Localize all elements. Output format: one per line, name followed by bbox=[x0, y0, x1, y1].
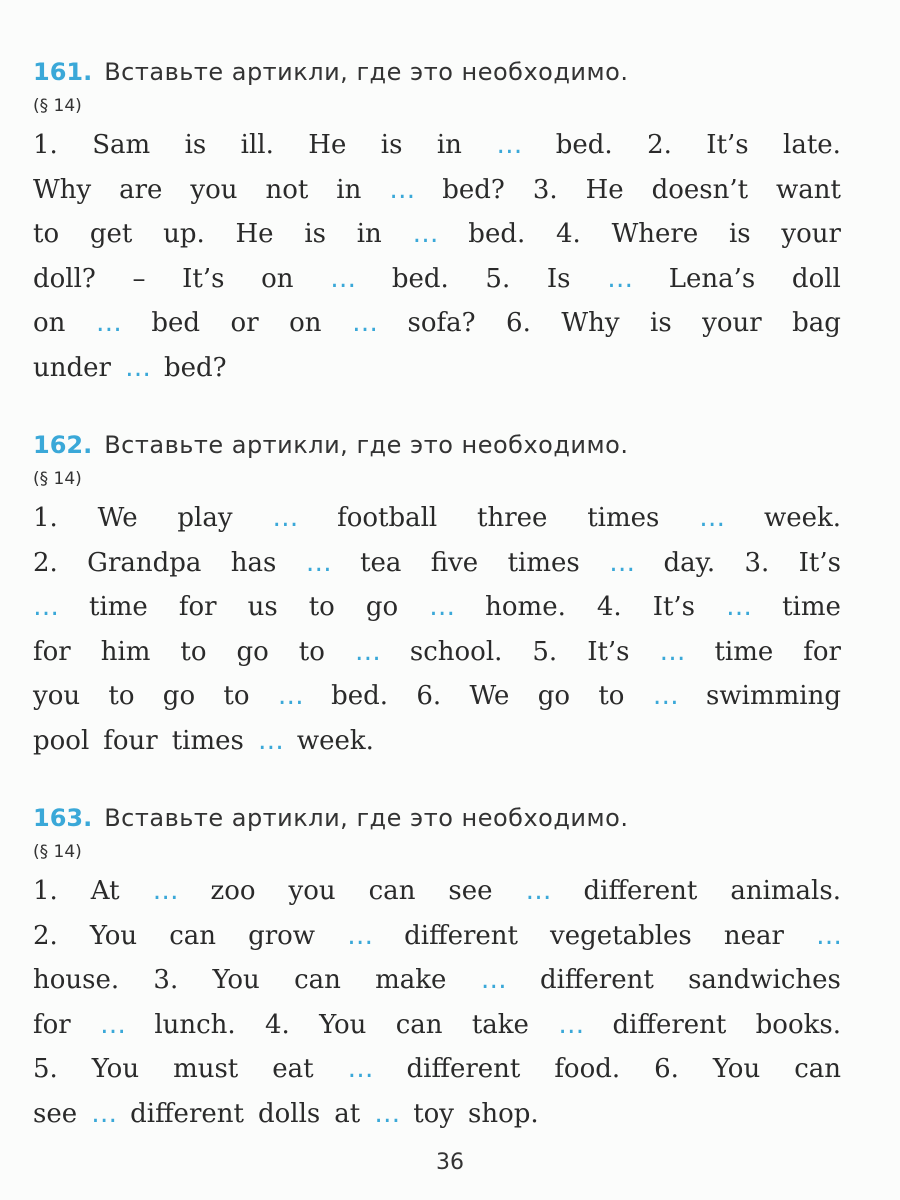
exercise-number: 162. bbox=[33, 431, 93, 459]
article-blank: … bbox=[726, 592, 752, 623]
word: to bbox=[180, 636, 207, 667]
word: 3. bbox=[153, 965, 179, 996]
word: at bbox=[334, 1098, 361, 1129]
word: food. bbox=[554, 1054, 621, 1085]
word: Lena’s bbox=[668, 263, 756, 294]
word: He bbox=[235, 219, 274, 250]
word: for bbox=[33, 1009, 71, 1040]
article-blank: … bbox=[389, 174, 415, 205]
word: eat bbox=[272, 1054, 314, 1085]
text-line bbox=[33, 264, 841, 309]
word: different bbox=[130, 1098, 244, 1129]
word: go bbox=[537, 681, 571, 712]
exercise-text bbox=[33, 503, 841, 771]
word: us bbox=[247, 592, 278, 623]
word: for bbox=[178, 592, 217, 623]
word: to bbox=[223, 681, 250, 712]
word: to bbox=[598, 681, 625, 712]
exercise-text bbox=[33, 876, 841, 1144]
word: He bbox=[308, 130, 347, 160]
word: You bbox=[91, 1054, 140, 1085]
word: 1. bbox=[33, 503, 58, 533]
word: It’s bbox=[798, 547, 841, 578]
article-blank: … bbox=[95, 308, 121, 339]
word: in bbox=[336, 174, 362, 205]
exercise-number: 163. bbox=[33, 804, 93, 832]
article-blank: … bbox=[412, 219, 438, 250]
article-blank: … bbox=[699, 503, 725, 533]
text-line bbox=[33, 548, 841, 593]
word: It’s bbox=[652, 592, 696, 623]
word: You bbox=[712, 1054, 761, 1085]
article-blank: … bbox=[607, 263, 633, 294]
word: go bbox=[162, 681, 196, 712]
article-blank: … bbox=[257, 725, 283, 756]
word: near bbox=[723, 920, 784, 951]
text-line bbox=[33, 726, 841, 771]
word: times bbox=[587, 503, 660, 533]
exercise-163 bbox=[33, 804, 841, 1144]
word: times bbox=[507, 547, 580, 578]
word: five bbox=[430, 547, 479, 578]
word: It’s bbox=[587, 636, 630, 667]
word: your bbox=[702, 308, 762, 339]
word: is bbox=[650, 308, 672, 339]
article-blank: … bbox=[347, 1054, 373, 1085]
word: is bbox=[380, 130, 403, 160]
word: 4. bbox=[556, 219, 581, 250]
word: are bbox=[119, 174, 163, 205]
word: 5. bbox=[532, 636, 558, 667]
word: 5. bbox=[33, 1054, 58, 1085]
word: different bbox=[404, 920, 518, 951]
word: bed? bbox=[442, 174, 505, 205]
word: different bbox=[406, 1054, 521, 1085]
word: tea bbox=[360, 547, 402, 578]
word: or bbox=[230, 308, 259, 339]
exercise-161 bbox=[33, 58, 841, 398]
word: zoo bbox=[210, 876, 256, 906]
exercise-header bbox=[33, 58, 841, 92]
article-blank: … bbox=[91, 1098, 117, 1129]
text-line bbox=[33, 592, 841, 637]
word: 2. bbox=[647, 130, 672, 160]
article-blank: … bbox=[558, 1009, 584, 1040]
word: time bbox=[714, 636, 774, 667]
article-blank: … bbox=[305, 547, 331, 578]
word: on bbox=[289, 308, 322, 339]
exercise-instruction: Вставьте артикли, где это необходимо. bbox=[104, 431, 629, 459]
word: 2. bbox=[33, 547, 58, 578]
word: You bbox=[89, 920, 138, 951]
word: to bbox=[33, 219, 60, 250]
word: Is bbox=[546, 263, 571, 294]
article-blank: … bbox=[124, 352, 150, 383]
word: shop. bbox=[467, 1098, 539, 1129]
article-blank: … bbox=[347, 920, 373, 951]
text-line bbox=[33, 921, 841, 966]
exercise-text bbox=[33, 130, 841, 398]
word: At bbox=[90, 876, 120, 906]
article-blank: … bbox=[815, 920, 841, 951]
article-blank: … bbox=[33, 592, 58, 623]
exercise-number: 161. bbox=[33, 58, 93, 86]
word: take bbox=[471, 1009, 529, 1040]
text-line bbox=[33, 175, 841, 220]
word: can bbox=[368, 876, 416, 906]
text-line bbox=[33, 876, 841, 921]
word: can bbox=[794, 1054, 841, 1085]
word: make bbox=[375, 965, 447, 996]
word: to bbox=[308, 592, 335, 623]
word: not bbox=[265, 174, 309, 205]
word: must bbox=[173, 1054, 239, 1085]
word: 6. bbox=[416, 681, 442, 712]
word: different bbox=[539, 965, 654, 996]
word: to bbox=[298, 636, 325, 667]
word: doll? bbox=[33, 263, 96, 294]
word: bed. bbox=[391, 263, 449, 294]
exercise-instruction: Вставьте артикли, где это необходимо. bbox=[104, 58, 629, 86]
article-blank: … bbox=[152, 876, 178, 906]
word: school. bbox=[409, 636, 503, 667]
word: We bbox=[469, 681, 510, 712]
word: can bbox=[395, 1009, 443, 1040]
word: Where bbox=[611, 219, 699, 250]
grammar-reference: (§ 14) bbox=[33, 96, 82, 116]
exercise-162 bbox=[33, 431, 841, 771]
word: is bbox=[728, 219, 751, 250]
word: bed? bbox=[163, 352, 227, 383]
article-blank: … bbox=[659, 636, 685, 667]
word: 1. bbox=[33, 130, 58, 160]
word: four bbox=[103, 725, 158, 756]
word: to bbox=[108, 681, 135, 712]
text-line bbox=[33, 130, 841, 175]
word: week. bbox=[763, 503, 841, 533]
page-number: 36 bbox=[436, 1150, 464, 1175]
word: 6. bbox=[654, 1054, 679, 1085]
text-line bbox=[33, 681, 841, 726]
word: go bbox=[365, 592, 399, 623]
article-blank: … bbox=[652, 681, 678, 712]
grammar-reference: (§ 14) bbox=[33, 842, 82, 862]
word: on bbox=[261, 263, 294, 294]
word: different bbox=[612, 1009, 727, 1040]
text-line bbox=[33, 219, 841, 264]
word: animals. bbox=[730, 876, 841, 906]
word: books. bbox=[755, 1009, 841, 1040]
word: 6. bbox=[506, 308, 531, 339]
word: him bbox=[100, 636, 151, 667]
word: You bbox=[212, 965, 260, 996]
word: It’s bbox=[706, 130, 749, 160]
article-blank: … bbox=[354, 636, 380, 667]
word: bed. bbox=[555, 130, 613, 160]
article-blank: … bbox=[496, 130, 522, 160]
word: It’s bbox=[182, 263, 225, 294]
word: time bbox=[89, 592, 148, 623]
exercise-header bbox=[33, 431, 841, 465]
word: play bbox=[177, 503, 233, 533]
word: see bbox=[33, 1098, 78, 1129]
word: doll bbox=[791, 263, 841, 294]
word: bed. bbox=[468, 219, 526, 250]
word: can bbox=[169, 920, 217, 951]
word: dolls bbox=[257, 1098, 321, 1129]
text-line bbox=[33, 1054, 841, 1099]
text-line bbox=[33, 503, 841, 548]
word: see bbox=[448, 876, 493, 906]
article-blank: … bbox=[330, 263, 356, 294]
text-line bbox=[33, 1099, 841, 1144]
word: go bbox=[236, 636, 269, 667]
word: is bbox=[304, 219, 326, 250]
word: home. bbox=[485, 592, 566, 623]
word: 5. bbox=[485, 263, 511, 294]
word: want bbox=[776, 174, 841, 205]
word: Grandpa bbox=[87, 547, 202, 578]
word: He bbox=[585, 174, 624, 205]
word: ill. bbox=[240, 130, 274, 160]
text-line bbox=[33, 353, 841, 398]
word: can bbox=[294, 965, 341, 996]
article-blank: … bbox=[352, 308, 378, 339]
word: three bbox=[477, 503, 548, 533]
word: is bbox=[184, 130, 207, 160]
word: Why bbox=[33, 174, 92, 205]
article-blank: … bbox=[272, 503, 298, 533]
text-line bbox=[33, 637, 841, 682]
word: 4. bbox=[265, 1009, 290, 1040]
text-line bbox=[33, 965, 841, 1010]
word: up. bbox=[163, 219, 205, 250]
word: for bbox=[803, 636, 841, 667]
word: has bbox=[230, 547, 277, 578]
text-line bbox=[33, 308, 841, 353]
article-blank: … bbox=[480, 965, 506, 996]
word: times bbox=[171, 725, 244, 756]
exercise-instruction: Вставьте артикли, где это необходимо. bbox=[104, 804, 629, 832]
word: 3. bbox=[744, 547, 770, 578]
word: football bbox=[337, 503, 438, 533]
word: get bbox=[89, 219, 133, 250]
grammar-reference: (§ 14) bbox=[33, 469, 82, 489]
word: – bbox=[132, 263, 146, 294]
word: toy bbox=[413, 1098, 454, 1129]
word: on bbox=[33, 308, 66, 339]
word: in bbox=[356, 219, 382, 250]
word: you bbox=[33, 681, 81, 712]
article-blank: … bbox=[429, 592, 455, 623]
word: 2. bbox=[33, 920, 58, 951]
word: late. bbox=[783, 130, 841, 160]
exercise-header bbox=[33, 804, 841, 838]
article-blank: … bbox=[525, 876, 551, 906]
word: Why bbox=[561, 308, 620, 339]
word: grow bbox=[248, 920, 316, 951]
word: day. bbox=[663, 547, 716, 578]
word: bed. bbox=[331, 681, 389, 712]
word: week. bbox=[296, 725, 374, 756]
article-blank: … bbox=[100, 1009, 126, 1040]
word: different bbox=[583, 876, 698, 906]
word: you bbox=[190, 174, 238, 205]
word: lunch. bbox=[154, 1009, 236, 1040]
word: We bbox=[97, 503, 138, 533]
word: for bbox=[33, 636, 71, 667]
word: 3. bbox=[532, 174, 558, 205]
word: 4. bbox=[596, 592, 622, 623]
word: you bbox=[288, 876, 336, 906]
word: sandwiches bbox=[688, 965, 841, 996]
text-line bbox=[33, 1010, 841, 1055]
word: sofa? bbox=[407, 308, 476, 339]
word: 1. bbox=[33, 876, 58, 906]
article-blank: … bbox=[374, 1098, 400, 1129]
word: swimming bbox=[706, 681, 841, 712]
word: your bbox=[781, 219, 841, 250]
word: bag bbox=[792, 308, 841, 339]
word: time bbox=[782, 592, 841, 623]
word: in bbox=[436, 130, 462, 160]
word: doesn’t bbox=[651, 174, 749, 205]
word: You bbox=[319, 1009, 367, 1040]
word: bed bbox=[151, 308, 201, 339]
word: under bbox=[33, 352, 111, 383]
word: Sam bbox=[92, 130, 151, 160]
word: house. bbox=[33, 965, 120, 996]
word: pool bbox=[33, 725, 90, 756]
article-blank: … bbox=[609, 547, 635, 578]
word: vegetables bbox=[550, 920, 692, 951]
article-blank: … bbox=[277, 681, 303, 712]
